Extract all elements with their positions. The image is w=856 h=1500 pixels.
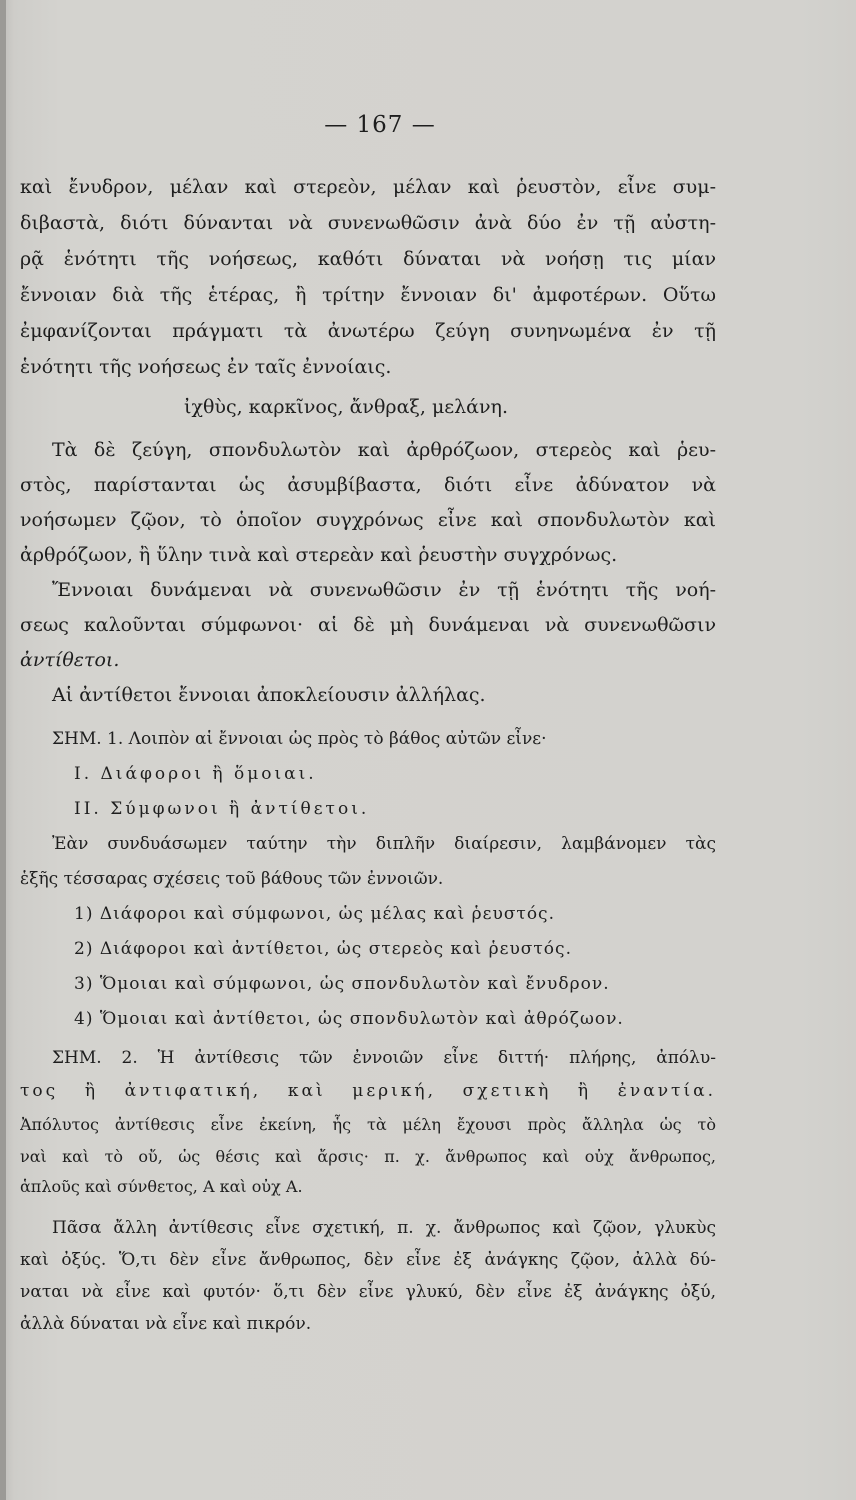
note-item: Ι. Διάφοροι ἢ ὅμοιαι. — [74, 764, 317, 784]
note-heading: ΣΗΜ. 2. Ἡ ἀντίθεσις τῶν ἐννοιῶν εἶνε διττή· πλήρης, ἀπόλυ- — [52, 1048, 716, 1068]
text-line: ρᾷ ἑνότητι τῆς νοήσεως, καθότι δύναται νὰ νοήσῃ τις μίαν — [20, 248, 716, 270]
note-heading: ΣΗΜ. 1. Λοιπὸν αἱ ἔννοιαι ὡς πρὸς τὸ βάθος αὐτῶν εἶνε· — [52, 729, 547, 749]
text-line: σεως καλοῦνται σύμφωνοι· αἱ δὲ μὴ δυνάμεναι νὰ συνενωθῶσιν — [20, 614, 716, 636]
text-line: νοήσωμεν ζῷον, τὸ ὁποῖον συγχρόνως εἶνε καὶ σπονδυλωτὸν καὶ — [20, 509, 716, 531]
relation-item: 3) Ὅμοιαι καὶ σύμφωνοι, ὡς σπονδυλωτὸν καὶ ἔνυδρον. — [74, 974, 610, 994]
text-line: τος ἢ ἀντιφατική, καὶ μερική, σχετικὴ ἢ ἐναντία. — [20, 1081, 716, 1101]
text-line: ἔννοιαν διὰ τῆς ἑτέρας, ἢ τρίτην ἔννοιαν δι' ἀμφοτέρων. Οὕτω — [20, 284, 716, 306]
text-line: καὶ ἔνυδρον, μέλαν καὶ στερεὸν, μέλαν καὶ ῥευστὸν, εἶνε συμ- — [20, 176, 716, 198]
note-item: ΙΙ. Σύμφωνοι ἢ ἀντίθετοι. — [74, 799, 370, 819]
page-number: — 167 — — [324, 112, 436, 138]
text-line: ἐμφανίζονται πράγματι τὰ ἀνωτέρω ζεύγη συνηνωμένα ἐν τῇ — [20, 320, 716, 342]
text-line: Ἀπόλυτος ἀντίθεσις εἶνε ἐκείνη, ἧς τὰ μέλη ἔχουσι πρὸς ἄλληλα ὡς τὸ — [20, 1115, 716, 1134]
text-line: ναὶ καὶ τὸ οὔ, ὡς θέσις καὶ ἄρσις· π. χ. ἄνθρωπος καὶ οὐχ ἄνθρωπος, — [20, 1147, 716, 1166]
relation-item: 4) Ὅμοιαι καὶ ἀντίθετοι, ὡς σπονδυλωτὸν καὶ ἀθρόζωον. — [74, 1009, 624, 1029]
text-line: ναται νὰ εἶνε καὶ φυτόν· ὅ,τι δὲν εἶνε γλυκύ, δὲν εἶνε ἐξ ἀνάγκης ὀξύ, — [20, 1282, 716, 1302]
text-line: ἀρθρόζωον, ἢ ὕλην τινὰ καὶ στερεὰν καὶ ῥευστὴν συγχρόνως. — [20, 544, 618, 566]
relation-item: 1) Διάφοροι καὶ σύμφωνοι, ὡς μέλας καὶ ῥευστός. — [74, 904, 555, 924]
text-line: ἁπλοῦς καὶ σύνθετος, Α καὶ οὐχ Α. — [20, 1177, 303, 1196]
text-line: Ἔννοιαι δυνάμεναι νὰ συνενωθῶσιν ἐν τῇ ἑνότητι τῆς νοή- — [52, 579, 716, 601]
text-line: Τὰ δὲ ζεύγη, σπονδυλωτὸν καὶ ἀρθρόζωον, στερεὸς καὶ ῥευ- — [52, 439, 716, 461]
text-line: καὶ ὀξύς. Ὅ,τι δὲν εἶνε ἄνθρωπος, δὲν εἶνε ἐξ ἀνάγκης ζῷον, ἀλλὰ δύ- — [20, 1250, 716, 1270]
text-line: Αἱ ἀντίθετοι ἔννοιαι ἀποκλείουσιν ἀλλήλας. — [52, 684, 486, 706]
text-line: ἑξῆς τέσσαρας σχέσεις τοῦ βάθους τῶν ἐννοιῶν. — [20, 869, 444, 889]
relation-item: 2) Διάφοροι καὶ ἀντίθετοι, ὡς στερεὸς καὶ ῥευστός. — [74, 939, 572, 959]
text-line: ἀλλὰ δύναται νὰ εἶνε καὶ πικρόν. — [20, 1314, 312, 1334]
text-line: ἀντίθετοι. — [20, 649, 120, 671]
page-edge-shadow — [0, 0, 6, 1500]
text-line: διβαστὰ, διότι δύνανται νὰ συνενωθῶσιν ἀνὰ δύο ἐν τῇ αὐστη- — [20, 212, 716, 234]
body-text — [20, 170, 716, 1339]
text-line: Ἐὰν συνδυάσωμεν ταύτην τὴν διπλῆν διαίρεσιν, λαμβάνομεν τὰς — [52, 834, 716, 854]
examples-line: ἰχθὺς, καρκῖνος, ἄνθραξ, μελάνη. — [184, 396, 508, 418]
text-line: ἑνότητι τῆς νοήσεως ἐν ταῖς ἐννοίαις. — [20, 356, 392, 378]
text-line: Πᾶσα ἄλλη ἀντίθεσις εἶνε σχετική, π. χ. ἄνθρωπος καὶ ζῷον, γλυκὺς — [52, 1218, 716, 1238]
text-line: στὸς, παρίστανται ὡς ἀσυμβίβαστα, διότι εἶνε ἀδύνατον νὰ — [20, 474, 716, 496]
